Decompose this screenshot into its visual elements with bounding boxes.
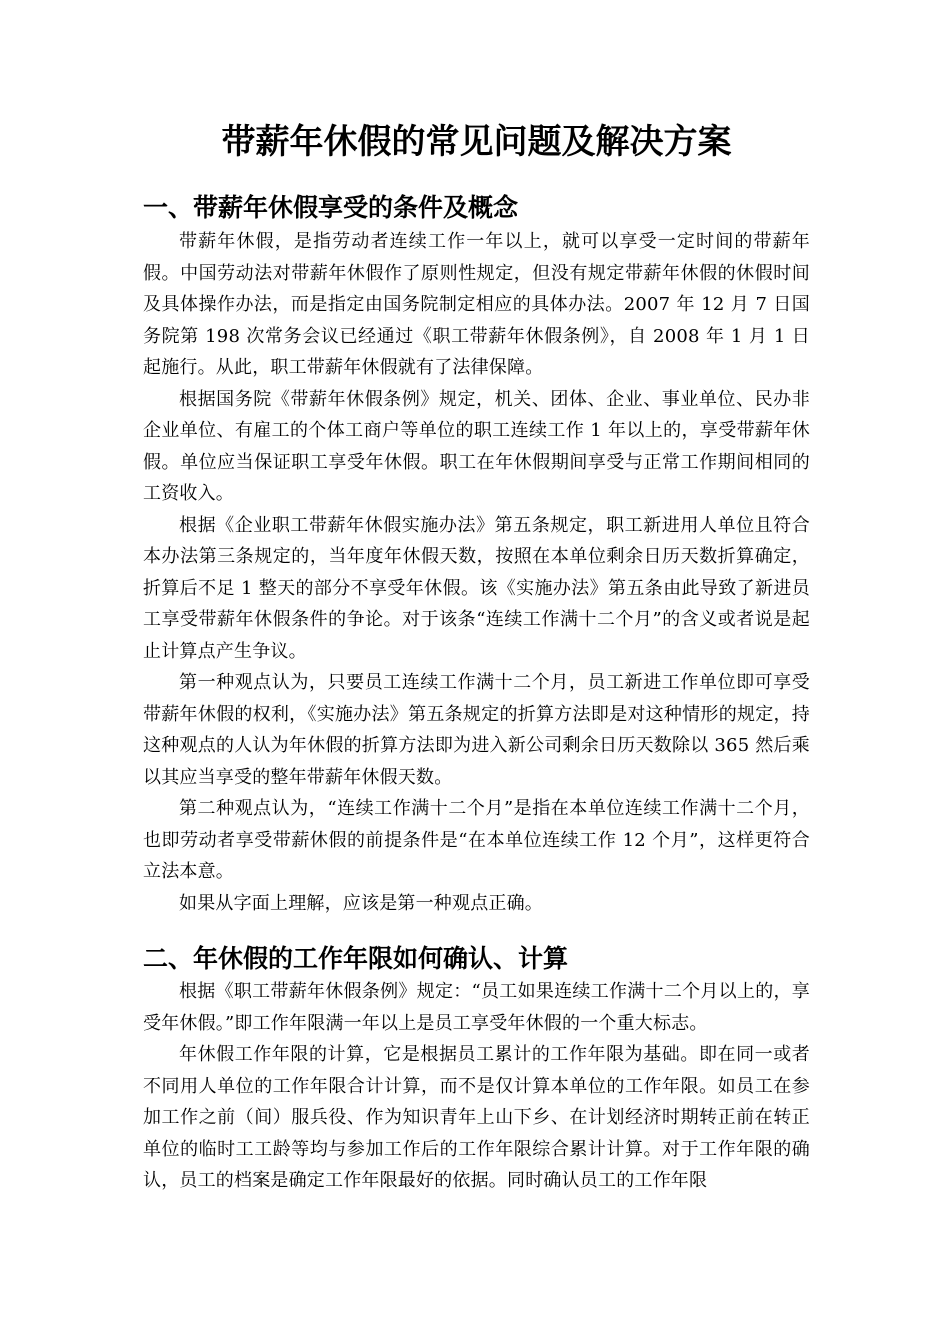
section-conditions bbox=[143, 192, 810, 919]
paragraph: 年休假工作年限的计算，它是根据员工累计的工作年限为基础。即在同一或者不同用人单位的工作年限合计计算，而不是仅计算本单位的工作年限。如员工在参加工作之前（间）服兵役、作为知识青年上山下乡、在计划经济时期转正前在转正单位的临时工工龄等均与参加工作后的工作年限综合累计计算。对于工作年限的确认，员工的档案是确定工作年限最好的依据。同时确认员工的工作年限 bbox=[143, 1044, 810, 1191]
section-heading: 二、年休假的工作年限如何确认、计算 bbox=[143, 944, 569, 973]
section-heading: 一、带薪年休假享受的条件及概念 bbox=[143, 193, 519, 222]
document-title: 带薪年休假的常见问题及解决方案 bbox=[221, 122, 732, 162]
paragraph: 根据《企业职工带薪年休假实施办法》第五条规定，职工新进用人单位且符合本办法第三条规定的，当年度年休假天数，按照在本单位剩余日历天数折算确定，折算后不足 1 整天的部分不享受年休假。该《实施办法》第五条由此导致了新进员工享受带薪年休假条件的争论。对于该条“连续工作满十二个月”的含义或者说是起止计算点产生争议。 bbox=[143, 514, 810, 662]
document-page bbox=[143, 0, 810, 1197]
paragraph: 带薪年休假，是指劳动者连续工作一年以上，就可以享受一定时间的带薪年假。中国劳动法对带薪年休假作了原则性规定，但没有规定带薪年休假的休假时间及具体操作办法，而是指定由国务院制定相应的具体办法。2007 年 12 月 7 日国务院第 198 次常务会议已经通过《职工带薪年休假条例》，自 2008 年 1 月 1 日起施行。从此，职工带薪年休假就有了法律保障。 bbox=[143, 231, 810, 378]
paragraph: 第一种观点认为，只要员工连续工作满十二个月，员工新进工作单位即可享受带薪年休假的权利，《实施办法》第五条规定的折算方法即是对这种情形的规定，持这种观点的人认为年休假的折算方法即为进入新公司剩余日历天数除以 365 然后乘以其应当享受的整年带薪年休假天数。 bbox=[143, 672, 810, 788]
paragraph: 根据《职工带薪年休假条例》规定：“员工如果连续工作满十二个月以上的，享受年休假。”即工作年限满一年以上是员工享受年休假的一个重大标志。 bbox=[143, 981, 810, 1034]
paragraph: 第二种观点认为，“连续工作满十二个月”是指在本单位连续工作满十二个月，也即劳动者享受带薪休假的前提条件是“在本单位连续工作 12 个月”，这样更符合立法本意。 bbox=[143, 798, 810, 882]
section-work-years bbox=[143, 943, 810, 1197]
paragraph: 根据国务院《带薪年休假条例》规定，机关、团体、企业、事业单位、民办非企业单位、有雇工的个体工商户等单位的职工连续工作 1 年以上的，享受带薪年休假。单位应当保证职工享受年休假。职工在年休假期间享受与正常工作期间相同的工资收入。 bbox=[143, 388, 810, 504]
paragraph: 如果从字面上理解，应该是第一种观点正确。 bbox=[179, 892, 543, 914]
